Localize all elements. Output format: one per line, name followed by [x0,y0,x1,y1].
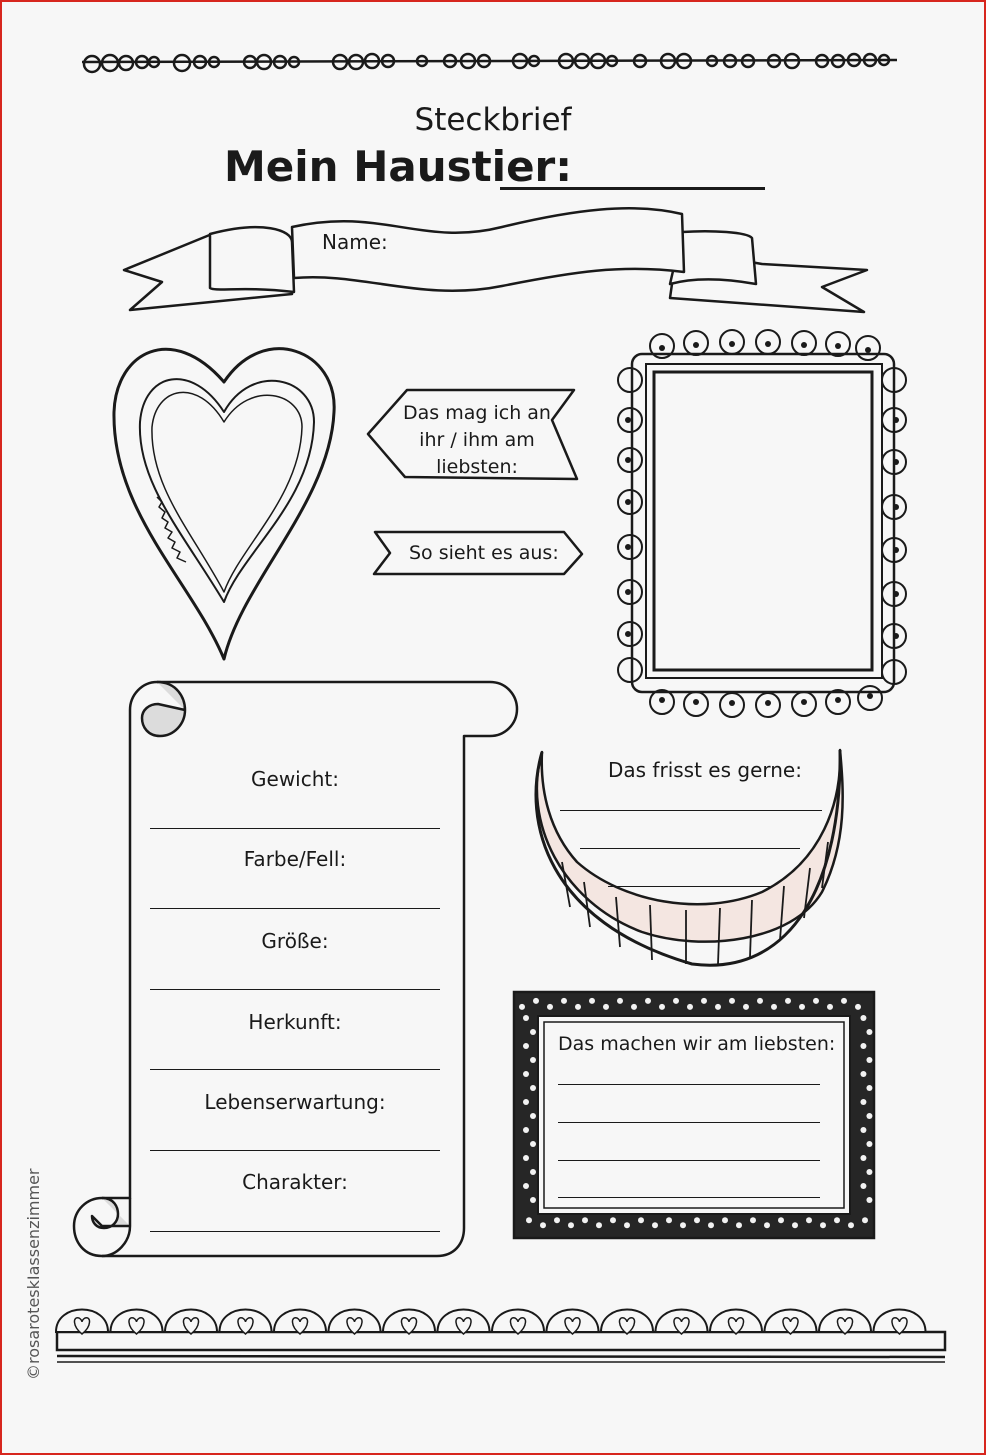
likes-arrow-line-3: liebsten: [436,456,518,478]
likes-arrow-line-1: Das mag ich an [403,402,551,424]
bowl-label: Das frisst es gerne: [608,758,802,782]
title-answer-line[interactable] [500,187,765,190]
decorations-layer [2,2,984,1453]
scroll-field-label: Größe: [261,929,329,953]
scroll-field-answer-line[interactable] [150,989,440,990]
scroll-field-answer-line[interactable] [150,1150,440,1151]
bowl-answer-line-2[interactable] [580,848,800,849]
bowl-answer-line-1[interactable] [560,810,822,811]
scroll-field-answer-line[interactable] [150,908,440,909]
copyright-credit: ©rosaroteskIassenzimmer [24,1168,43,1380]
worksheet-subtitle: Steckbrief [414,102,572,138]
top-bead-border [82,54,897,72]
scroll-field-label: Farbe/Fell: [243,847,347,871]
drawing-area[interactable] [655,373,871,669]
scroll-field-answer-line[interactable] [150,828,440,829]
activities-answer-line-4[interactable] [558,1197,820,1198]
activities-label: Das machen wir am liebsten: [558,1033,836,1055]
name-banner [124,208,867,312]
scroll-field-label: Lebenserwartung: [204,1090,386,1114]
scroll-field-label: Gewicht: [251,767,339,791]
heart-scallops [56,1310,926,1335]
scroll-field-label: Herkunft: [248,1010,342,1034]
heart-icon [114,349,334,659]
scroll-field-label: Charakter: [242,1170,348,1194]
worksheet-title: Mein Haustier: [224,142,573,191]
scroll-field-answer-line[interactable] [150,1231,440,1232]
dotted-frame [514,992,874,1238]
likes-arrow-line-2: ihr / ihm am [419,429,535,451]
scroll-field-answer-line[interactable] [150,1069,440,1070]
activities-answer-line-1[interactable] [558,1084,820,1085]
bowl-answer-line-3[interactable] [608,886,773,887]
likes-arrow-label [397,400,557,481]
activities-answer-line-2[interactable] [558,1122,820,1123]
activities-answer-line-3[interactable] [558,1160,820,1161]
name-label: Name: [322,230,388,254]
looks-arrow-label: So sieht es aus: [409,542,559,564]
food-bowl [536,750,843,965]
